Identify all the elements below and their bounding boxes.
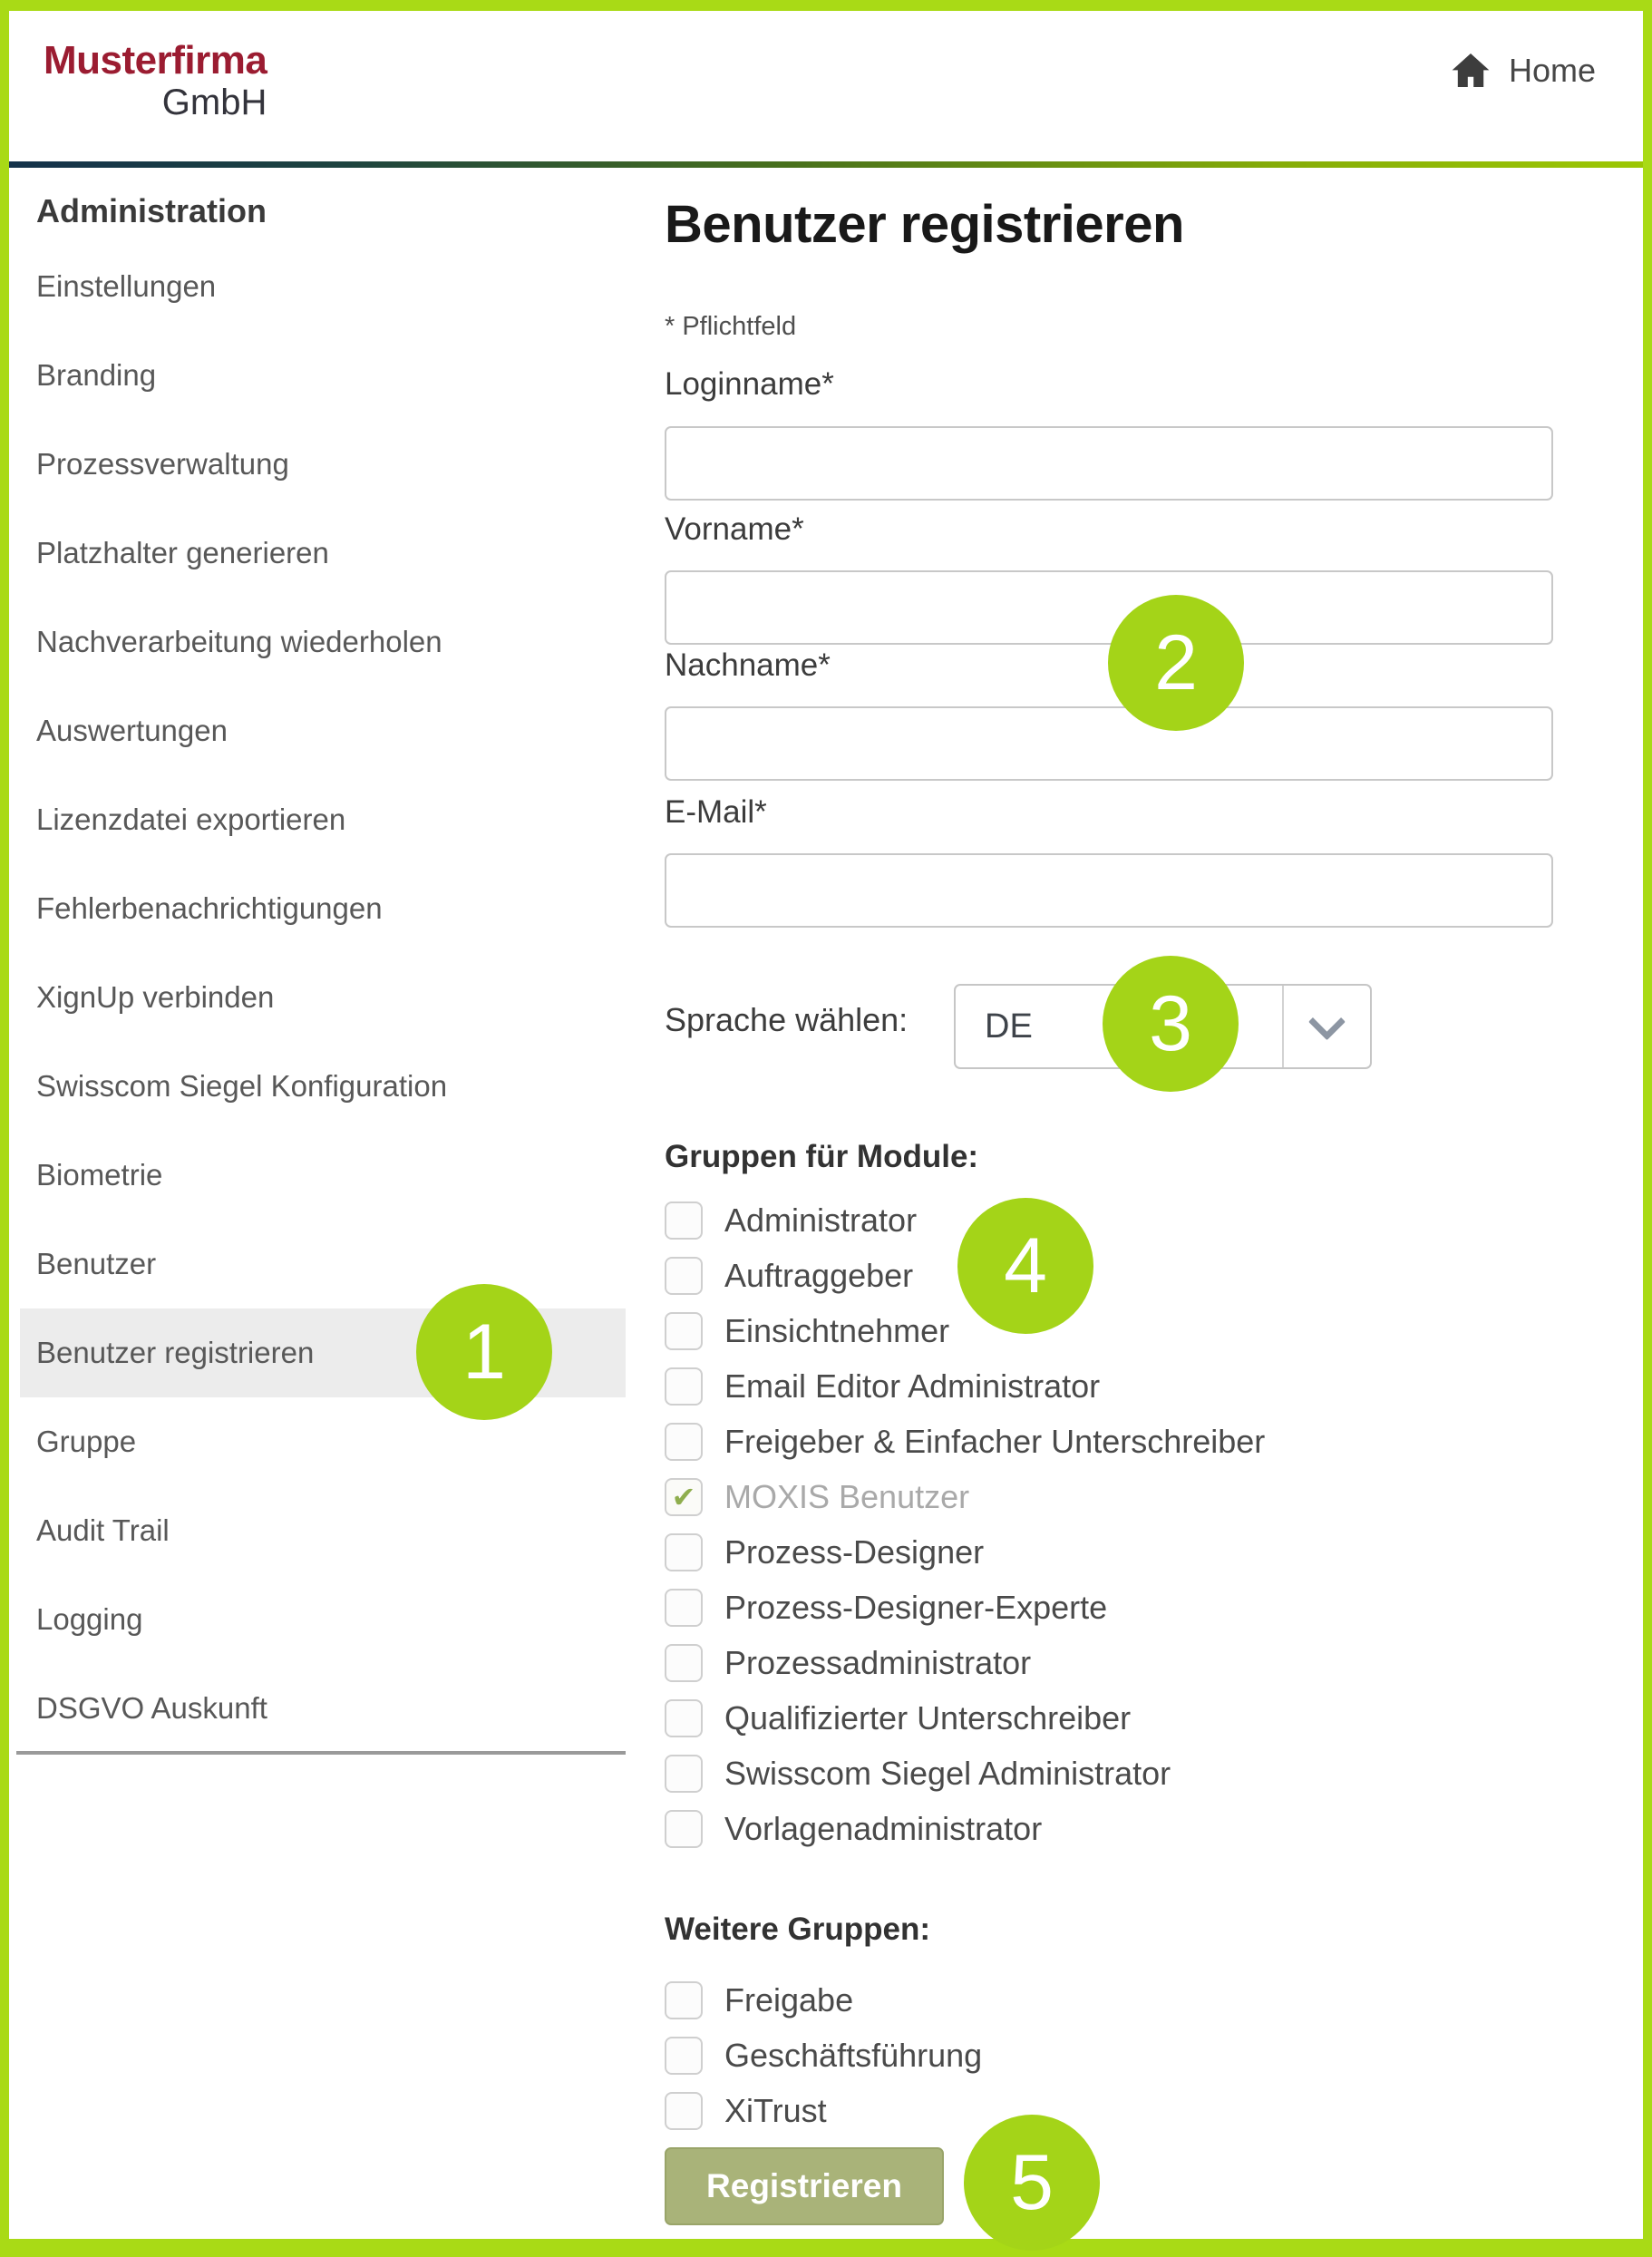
sidebar-item-xignup-verbinden[interactable]: XignUp verbinden bbox=[36, 980, 275, 1014]
checkbox-administrator[interactable] bbox=[665, 1201, 703, 1240]
callout-badge-1: 1 bbox=[416, 1284, 552, 1420]
callout-badge-3: 3 bbox=[1103, 956, 1239, 1092]
registrieren-button[interactable]: Registrieren bbox=[665, 2147, 944, 2225]
loginname-label: Loginname* bbox=[665, 366, 834, 402]
sidebar-item-nachverarbeitung-wiederholen[interactable]: Nachverarbeitung wiederholen bbox=[36, 625, 442, 658]
loginname-input[interactable] bbox=[665, 426, 1553, 501]
sidebar-title: Administration bbox=[36, 192, 267, 229]
logo-line1: Musterfirma bbox=[44, 38, 267, 83]
group-row-qualifizierter-unterschreiber: Qualifizierter Unterschreiber bbox=[665, 1690, 1571, 1746]
sidebar-item-platzhalter-generieren[interactable]: Platzhalter generieren bbox=[36, 536, 329, 569]
email-label: E-Mail* bbox=[665, 794, 767, 830]
group-row-moxis-benutzer: ✔ MOXIS Benutzer bbox=[665, 1469, 1571, 1524]
language-select-value: DE bbox=[985, 1007, 1033, 1046]
group-row-vorlagenadministrator: Vorlagenadministrator bbox=[665, 1801, 1571, 1856]
sidebar-item-fehlerbenachrichtigungen[interactable]: Fehlerbenachrichtigungen bbox=[36, 891, 383, 925]
checkbox-email-editor-administrator[interactable] bbox=[665, 1367, 703, 1406]
sidebar-item-benutzer[interactable]: Benutzer bbox=[36, 1247, 157, 1280]
checkbox-auftraggeber[interactable] bbox=[665, 1257, 703, 1295]
language-select-open-button[interactable] bbox=[1282, 986, 1370, 1067]
vorname-input[interactable] bbox=[665, 570, 1553, 645]
group-row-einsichtnehmer: Einsichtnehmer bbox=[665, 1303, 1571, 1358]
sidebar-item-gruppe[interactable]: Gruppe bbox=[36, 1425, 137, 1458]
checkbox-geschaeftsfuehrung[interactable] bbox=[665, 2037, 703, 2075]
group-row-administrator: Administrator bbox=[665, 1192, 1571, 1248]
callout-badge-5: 5 bbox=[964, 2115, 1100, 2251]
chevron-down-icon bbox=[1308, 1003, 1346, 1040]
checkbox-qualifizierter-unterschreiber[interactable] bbox=[665, 1699, 703, 1737]
check-icon: ✔ bbox=[671, 1480, 696, 1513]
sidebar-item-audit-trail[interactable]: Audit Trail bbox=[36, 1513, 170, 1547]
group-row-email-editor-administrator: Email Editor Administrator bbox=[665, 1358, 1571, 1414]
group-row-prozess-designer: Prozess-Designer bbox=[665, 1524, 1571, 1580]
group-row-prozess-designer-experte: Prozess-Designer-Experte bbox=[665, 1580, 1571, 1635]
group-row-auftraggeber: Auftraggeber bbox=[665, 1248, 1571, 1303]
page-title: Benutzer registrieren bbox=[665, 195, 1184, 254]
sidebar-bottom-divider bbox=[16, 1751, 626, 1755]
sidebar-nav bbox=[20, 242, 626, 1753]
sidebar-item-lizenzdatei-exportieren[interactable]: Lizenzdatei exportieren bbox=[36, 803, 346, 836]
sidebar-item-benutzer-registrieren-active[interactable]: Benutzer registrieren bbox=[20, 1308, 626, 1397]
other-groups-header: Weitere Gruppen: bbox=[665, 1912, 931, 1947]
callout-badge-4: 4 bbox=[957, 1198, 1093, 1334]
logo-line2: GmbH bbox=[161, 83, 267, 123]
email-input[interactable] bbox=[665, 853, 1553, 928]
checkbox-prozess-designer-experte[interactable] bbox=[665, 1589, 703, 1627]
sidebar-item-einstellungen[interactable]: Einstellungen bbox=[36, 269, 217, 303]
callout-badge-2: 2 bbox=[1108, 595, 1244, 731]
language-select-label: Sprache wählen: bbox=[665, 1001, 909, 1038]
module-groups-header: Gruppen für Module: bbox=[665, 1139, 979, 1174]
vorname-label: Vorname* bbox=[665, 511, 804, 547]
sidebar-item-dsgvo-auskunft[interactable]: DSGVO Auskunft bbox=[36, 1691, 267, 1725]
sidebar-item-biometrie[interactable]: Biometrie bbox=[36, 1158, 163, 1192]
checkbox-prozess-designer[interactable] bbox=[665, 1533, 703, 1571]
nachname-label: Nachname* bbox=[665, 647, 831, 683]
home-link[interactable] bbox=[1449, 49, 1596, 92]
checkbox-prozessadministrator[interactable] bbox=[665, 1644, 703, 1682]
required-field-note: * Pflichtfeld bbox=[665, 312, 797, 341]
checkbox-freigeber-einfacher-unterschreiber[interactable] bbox=[665, 1423, 703, 1461]
group-row-prozessadministrator: Prozessadministrator bbox=[665, 1635, 1571, 1690]
other-groups-list bbox=[665, 1972, 1571, 2138]
sidebar-item-prozessverwaltung[interactable]: Prozessverwaltung bbox=[36, 447, 289, 481]
group-row-geschaeftsfuehrung: Geschäftsführung bbox=[665, 2028, 1571, 2083]
module-groups-list bbox=[665, 1192, 1571, 1856]
nachname-input[interactable] bbox=[665, 706, 1553, 781]
header-divider-gradient bbox=[9, 161, 1643, 168]
company-logo bbox=[44, 38, 267, 123]
sidebar-item-auswertungen[interactable]: Auswertungen bbox=[36, 714, 228, 747]
group-row-freigeber-einfacher-unterschreiber: Freigeber & Einfacher Unterschreiber bbox=[665, 1414, 1571, 1469]
checkbox-xitrust[interactable] bbox=[665, 2092, 703, 2130]
group-row-xitrust: XiTrust bbox=[665, 2083, 1571, 2138]
group-row-swisscom-siegel-administrator: Swisscom Siegel Administrator bbox=[665, 1746, 1571, 1801]
group-row-freigabe: Freigabe bbox=[665, 1972, 1571, 2028]
checkbox-moxis-benutzer-checked[interactable] bbox=[665, 1478, 703, 1516]
checkbox-einsichtnehmer[interactable] bbox=[665, 1312, 703, 1350]
sidebar-item-branding[interactable]: Branding bbox=[36, 358, 157, 392]
checkbox-swisscom-siegel-administrator[interactable] bbox=[665, 1755, 703, 1793]
checkbox-freigabe[interactable] bbox=[665, 1981, 703, 2019]
sidebar-item-logging[interactable]: Logging bbox=[36, 1602, 143, 1636]
checkbox-vorlagenadministrator[interactable] bbox=[665, 1810, 703, 1848]
sidebar-item-swisscom-siegel-konfiguration[interactable]: Swisscom Siegel Konfiguration bbox=[36, 1069, 448, 1103]
home-label: Home bbox=[1509, 52, 1597, 89]
home-icon bbox=[1449, 49, 1492, 92]
